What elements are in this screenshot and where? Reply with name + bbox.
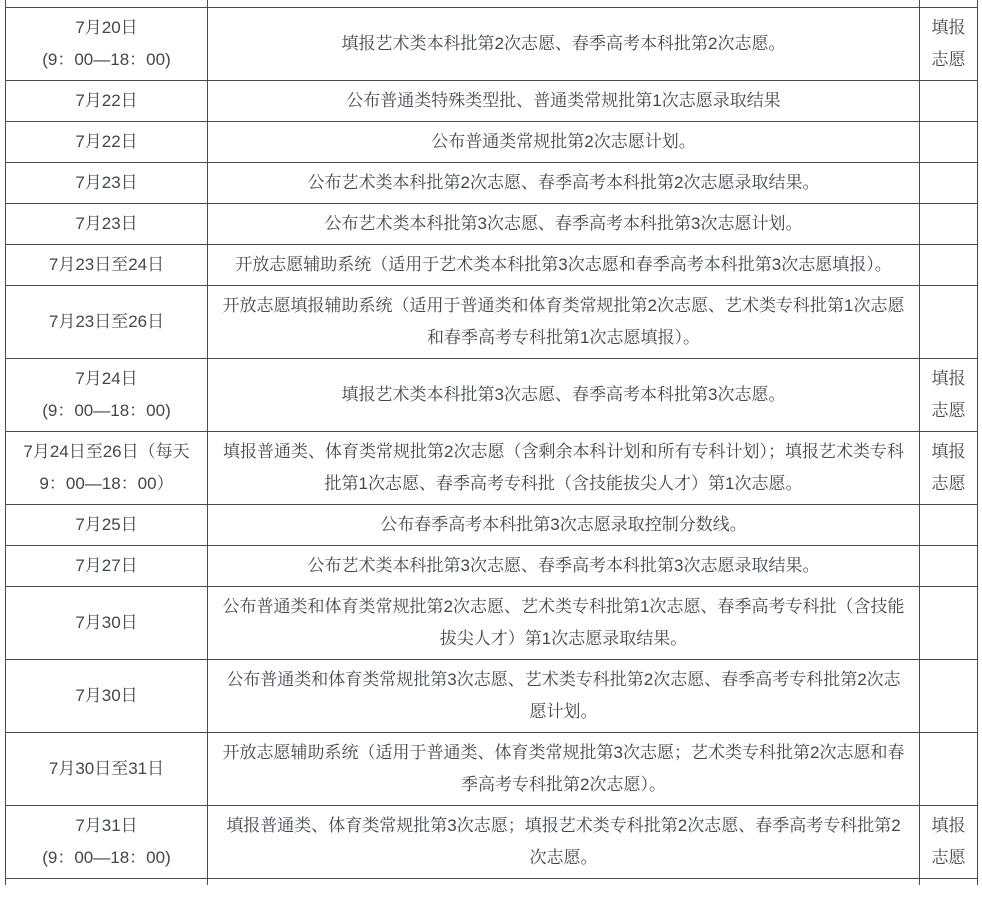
date-cell xyxy=(6,245,208,286)
tag-cell xyxy=(920,245,978,286)
event-cell: 填报普通类、体育类常规批第3次志愿；填报艺术类专科批第2次志愿、春季高考专科批第2次志愿。 xyxy=(208,806,920,879)
date-cell xyxy=(6,587,208,660)
table-row xyxy=(6,359,978,432)
tag-cell: 填报志愿 xyxy=(920,359,978,432)
date-line: 7月23日 xyxy=(75,214,138,233)
date-line: 7月24日 xyxy=(75,369,138,388)
tag-cell xyxy=(920,122,978,163)
table-row xyxy=(6,505,978,546)
table-row-partial-bottom xyxy=(6,879,978,886)
date-cell xyxy=(6,505,208,546)
table-row xyxy=(6,81,978,122)
date-cell xyxy=(6,546,208,587)
event-cell: 公布艺术类本科批第3次志愿、春季高考本科批第3次志愿录取结果。 xyxy=(208,546,920,587)
date-cell xyxy=(6,432,208,505)
tag-cell xyxy=(920,660,978,733)
date-line: 7月24日至26日（每天 xyxy=(23,442,190,461)
date-line: 7月30日至31日 xyxy=(48,759,165,778)
date-cell xyxy=(6,0,208,8)
date-line: 7月25日 xyxy=(75,515,138,534)
tag-cell xyxy=(920,204,978,245)
schedule-table-container xyxy=(5,0,978,885)
event-cell: 填报艺术类本科批第3次志愿、春季高考本科批第3次志愿。 xyxy=(208,359,920,432)
gaokao-schedule-table xyxy=(5,0,978,885)
tag-cell: 填报志愿 xyxy=(920,8,978,81)
date-line: 7月22日 xyxy=(75,132,138,151)
table-row xyxy=(6,245,978,286)
event-cell: 开放志愿辅助系统（适用于艺术类本科批第3次志愿和春季高考本科批第3次志愿填报）。 xyxy=(208,245,920,286)
date-line: 7月20日 xyxy=(75,18,138,37)
event-cell: 公布普通类和体育类常规批第3次志愿、艺术类专科批第2次志愿、春季高考专科批第2次志愿计划。 xyxy=(208,660,920,733)
date-cell xyxy=(6,733,208,806)
date-line: 7月30日 xyxy=(75,613,138,632)
date-line: 7月22日 xyxy=(75,91,138,110)
tag-cell xyxy=(920,0,978,8)
date-line: (9：00—18：00) xyxy=(42,50,171,69)
date-line: 7月30日 xyxy=(75,686,138,705)
date-line: 7月23日至26日 xyxy=(48,312,165,331)
date-line: 7月31日 xyxy=(75,816,138,835)
table-row xyxy=(6,806,978,879)
table-row xyxy=(6,546,978,587)
table-row xyxy=(6,204,978,245)
schedule-table-body xyxy=(6,0,978,885)
event-cell: 公布艺术类本科批第2次志愿、春季高考本科批第2次志愿录取结果。 xyxy=(208,163,920,204)
tag-cell xyxy=(920,81,978,122)
tag-cell xyxy=(920,879,978,886)
date-cell xyxy=(6,660,208,733)
tag-cell xyxy=(920,546,978,587)
tag-cell xyxy=(920,505,978,546)
event-cell: 公布普通类和体育类常规批第2次志愿、艺术类专科批第1次志愿、春季高考专科批（含技能拔尖人才）第1次志愿录取结果。 xyxy=(208,587,920,660)
date-cell xyxy=(6,122,208,163)
tag-cell: 填报志愿 xyxy=(920,806,978,879)
date-cell xyxy=(6,204,208,245)
table-row xyxy=(6,587,978,660)
date-cell xyxy=(6,359,208,432)
event-cell: 开放志愿辅助系统（适用于普通类、体育类常规批第3次志愿；艺术类专科批第2次志愿和春季高考专科批第2次志愿）。 xyxy=(208,733,920,806)
date-line: 9：00—18：00） xyxy=(39,474,174,493)
date-line: (9：00—18：00) xyxy=(42,848,171,867)
event-cell: 公布艺术类本科批第3次志愿、春季高考本科批第3次志愿计划。 xyxy=(208,204,920,245)
table-row-partial-top xyxy=(6,0,978,8)
date-cell xyxy=(6,81,208,122)
date-cell xyxy=(6,286,208,359)
date-cell xyxy=(6,8,208,81)
event-cell: 填报普通类、体育类常规批第2次志愿（含剩余本科计划和所有专科计划）；填报艺术类专科批第1次志愿、春季高考专科批（含技能拔尖人才）第1次志愿。 xyxy=(208,432,920,505)
tag-cell: 填报志愿 xyxy=(920,432,978,505)
date-line: 7月27日 xyxy=(75,556,138,575)
table-row xyxy=(6,733,978,806)
event-cell xyxy=(208,879,920,886)
event-cell: 公布普通类特殊类型批、普通类常规批第1次志愿录取结果 xyxy=(208,81,920,122)
tag-cell xyxy=(920,733,978,806)
date-cell xyxy=(6,879,208,886)
date-cell xyxy=(6,806,208,879)
table-row xyxy=(6,8,978,81)
event-cell: 开放志愿填报辅助系统（适用于普通类和体育类常规批第2次志愿、艺术类专科批第1次志愿和春季高考专科批第1次志愿填报）。 xyxy=(208,286,920,359)
date-cell xyxy=(6,163,208,204)
table-row xyxy=(6,286,978,359)
table-row xyxy=(6,660,978,733)
tag-cell xyxy=(920,286,978,359)
table-row xyxy=(6,432,978,505)
event-cell xyxy=(208,0,920,8)
date-line: 7月23日至24日 xyxy=(48,255,165,274)
event-cell: 填报艺术类本科批第2次志愿、春季高考本科批第2次志愿。 xyxy=(208,8,920,81)
event-cell: 公布普通类常规批第2次志愿计划。 xyxy=(208,122,920,163)
tag-cell xyxy=(920,587,978,660)
event-cell: 公布春季高考本科批第3次志愿录取控制分数线。 xyxy=(208,505,920,546)
tag-cell xyxy=(920,163,978,204)
table-row xyxy=(6,122,978,163)
date-line: 7月23日 xyxy=(75,173,138,192)
table-row xyxy=(6,163,978,204)
date-line: (9：00—18：00) xyxy=(42,401,171,420)
